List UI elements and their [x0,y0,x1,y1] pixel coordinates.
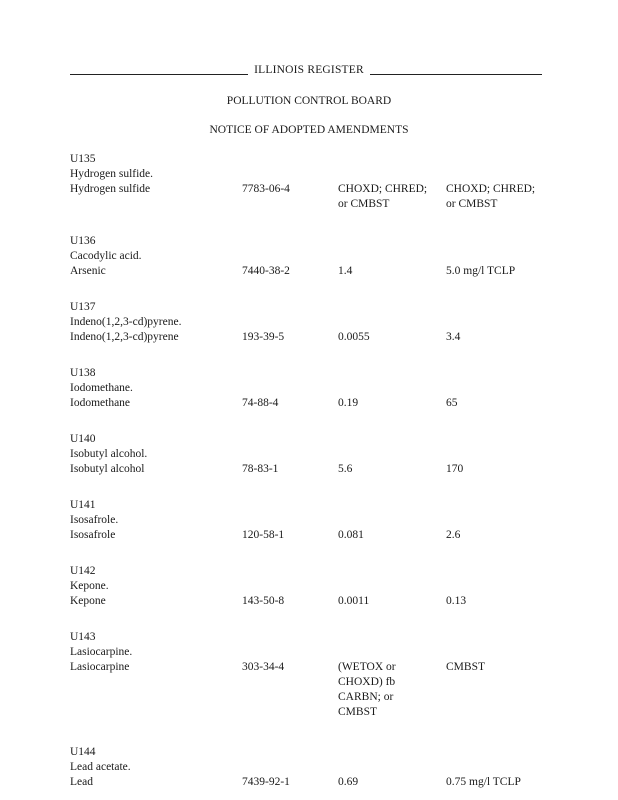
waste-code: U144 [70,746,96,758]
constituent-name: Lasiocarpine [70,661,130,673]
constituent-name: Indeno(1,2,3-cd)pyrene [70,331,179,343]
waste-code: U142 [70,565,96,577]
nonwastewater-standard [446,705,550,720]
nonwastewater-standard: CMBST [446,661,485,673]
constituent-name: Iodomethane [70,397,131,409]
wastewater-standard: CHOXD; CHRED; [338,183,428,195]
wastewater-standard: CMBST [338,706,377,718]
wastewater-standard: 0.69 [338,776,359,788]
nonwastewater-standard: CHOXD; CHRED; [446,183,536,195]
constituent-name [70,197,242,212]
wastewater-standard: CHOXD) fb [338,676,396,688]
nonwastewater-standard: 65 [446,397,458,409]
waste-code-row [70,630,550,645]
waste-name: Lead acetate. [70,761,131,773]
wastewater-standard: 1.4 [338,265,353,277]
cas-number: 7439-92-1 [242,776,290,788]
constituent-name: Hydrogen sulfide [70,183,151,195]
waste-code: U138 [70,367,96,379]
cas-number: 120-58-1 [242,529,285,541]
board-title: POLLUTION CONTROL BOARD [226,95,392,107]
constituent-row [70,396,550,411]
cas-number: 78-83-1 [242,463,279,475]
wastewater-standard: 0.0011 [338,595,370,607]
waste-name-row [70,167,550,182]
waste-code-table [70,152,550,790]
wastewater-standard: 0.0055 [338,331,370,343]
waste-name: Iodomethane. [70,382,133,394]
wastewater-standard: 0.081 [338,529,364,541]
constituent-name [70,705,242,720]
waste-code-entry [70,366,550,411]
wastewater-standard: CARBN; or [338,691,394,703]
notice-title: NOTICE OF ADOPTED AMENDMENTS [209,124,409,136]
waste-name: Indeno(1,2,3-cd)pyrene. [70,316,182,328]
waste-code-row [70,152,550,167]
register-title: ILLINOIS REGISTER [0,64,618,76]
constituent-name: Isobutyl alcohol [70,463,145,475]
waste-code: U135 [70,153,96,165]
cas-number [242,675,338,690]
nonwastewater-standard: 0.75 mg/l TCLP [446,776,521,788]
cas-number: 74-88-4 [242,397,279,409]
waste-name-row [70,381,550,396]
constituent-row [70,675,550,690]
wastewater-standard: 0.19 [338,397,359,409]
constituent-name: Arsenic [70,265,106,277]
waste-code-row [70,745,550,760]
constituent-row [70,528,550,543]
constituent-name [70,690,242,705]
waste-code: U137 [70,301,96,313]
cas-number [242,705,338,720]
constituent-row [70,594,550,609]
nonwastewater-standard: 0.13 [446,595,467,607]
waste-code-row [70,498,550,513]
waste-code-entry [70,498,550,543]
cas-number: 193-39-5 [242,331,285,343]
waste-name: Lasiocarpine. [70,646,133,658]
constituent-name: Kepone [70,595,106,607]
waste-code-row [70,234,550,249]
waste-code-entry [70,630,550,720]
constituent-row [70,660,550,675]
constituent-row [70,705,550,720]
cas-number [242,197,338,212]
waste-name-row [70,579,550,594]
constituent-row [70,690,550,705]
constituent-row [70,197,550,212]
constituent-name: Isosafrole [70,529,116,541]
cas-number: 7440-38-2 [242,265,290,277]
constituent-name: Lead [70,776,93,788]
nonwastewater-standard: 2.6 [446,529,461,541]
constituent-name [70,675,242,690]
cas-number [242,690,338,705]
cas-number: 7783-06-4 [242,183,290,195]
waste-name-row [70,447,550,462]
waste-code-entry [70,564,550,609]
constituent-row [70,775,550,790]
waste-name: Kepone. [70,580,109,592]
waste-name-row [70,645,550,660]
waste-code-entry [70,152,550,212]
waste-code: U141 [70,499,96,511]
cas-number: 143-50-8 [242,595,285,607]
waste-name-row [70,513,550,528]
nonwastewater-standard: or CMBST [446,198,498,210]
nonwastewater-standard: 3.4 [446,331,461,343]
wastewater-standard: or CMBST [338,198,390,210]
waste-name: Isobutyl alcohol. [70,448,148,460]
waste-code: U143 [70,631,96,643]
waste-code-row [70,366,550,381]
waste-code-row [70,300,550,315]
waste-name: Cacodylic acid. [70,250,142,262]
waste-code-row [70,564,550,579]
wastewater-standard: (WETOX or [338,661,396,673]
waste-code-entry [70,300,550,345]
wastewater-standard: 5.6 [338,463,353,475]
waste-code-entry [70,432,550,477]
constituent-row [70,330,550,345]
waste-code-entry [70,234,550,279]
constituent-row [70,462,550,477]
nonwastewater-standard: 170 [446,463,464,475]
waste-code: U136 [70,235,96,247]
waste-name: Hydrogen sulfide. [70,168,154,180]
waste-code: U140 [70,433,96,445]
cas-number: 303-34-4 [242,661,285,673]
waste-name-row [70,249,550,264]
constituent-row [70,182,550,197]
waste-code-row [70,432,550,447]
nonwastewater-standard [446,675,550,690]
waste-name-row [70,315,550,330]
waste-code-entry [70,745,550,790]
waste-name-row [70,760,550,775]
constituent-row [70,264,550,279]
nonwastewater-standard: 5.0 mg/l TCLP [446,265,516,277]
waste-name: Isosafrole. [70,514,119,526]
nonwastewater-standard [446,690,550,705]
